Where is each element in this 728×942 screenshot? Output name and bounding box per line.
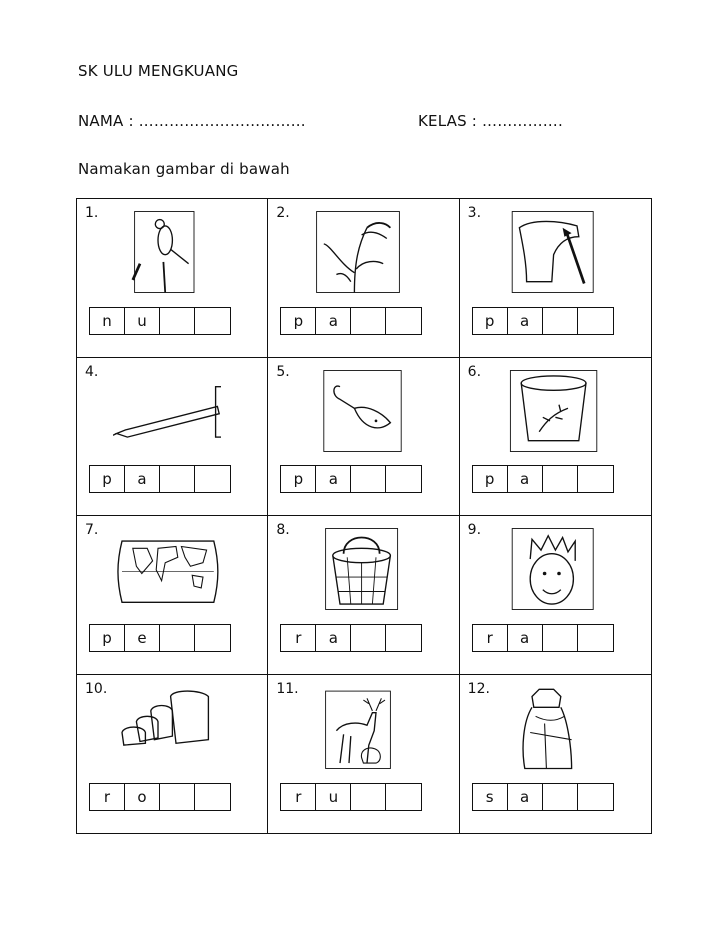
blank-letter-box[interactable]: [578, 625, 613, 651]
thigh-icon: [496, 205, 604, 299]
letter-box: p: [473, 308, 508, 334]
blank-letter-box[interactable]: [160, 784, 195, 810]
deer-icon: [304, 681, 412, 775]
worksheet-grid: [76, 198, 652, 834]
exercise-cell: [77, 199, 268, 358]
item-number: 8.: [276, 522, 290, 538]
instruction: Namakan gambar di bawah: [78, 160, 290, 178]
item-number: 10.: [85, 680, 108, 697]
letter-boxes: [472, 465, 614, 493]
item-number: 5.: [276, 363, 290, 380]
letter-box: u: [125, 308, 160, 334]
exercise-cell: [268, 199, 459, 358]
blank-letter-box[interactable]: [160, 308, 195, 334]
blank-letter-box[interactable]: [543, 625, 578, 651]
bird-icon: [113, 205, 221, 299]
item-number: 9.: [467, 522, 482, 538]
letter-box: p: [281, 308, 316, 334]
blank-letter-box[interactable]: [543, 466, 578, 492]
letter-box: a: [316, 625, 351, 651]
blank-letter-box[interactable]: [578, 784, 613, 810]
class-field[interactable]: KELAS : …………….: [418, 112, 563, 130]
letter-boxes: [89, 783, 231, 811]
exercise-cell: [268, 358, 459, 517]
blank-letter-box[interactable]: [195, 625, 230, 651]
letter-box: p: [473, 466, 508, 492]
item-number: 6.: [467, 363, 482, 380]
sarong-icon: [496, 681, 604, 775]
letter-boxes: [89, 307, 231, 335]
item-number: 7.: [85, 522, 99, 538]
stingray-icon: [304, 364, 412, 458]
letter-box: p: [90, 625, 125, 651]
exercise-cell: [460, 199, 651, 358]
exercise-cell: [77, 675, 268, 834]
blank-letter-box[interactable]: [386, 308, 421, 334]
basket-icon: [304, 522, 412, 616]
letter-box: a: [508, 466, 543, 492]
letter-boxes: [472, 307, 614, 335]
exercise-cell: [460, 358, 651, 517]
blank-letter-box[interactable]: [195, 308, 230, 334]
name-field[interactable]: NAMA : ……………………………: [78, 112, 306, 130]
exercise-cell: [268, 675, 459, 834]
bread-icon: [113, 681, 221, 775]
letter-box: s: [473, 784, 508, 810]
blank-letter-box[interactable]: [351, 308, 386, 334]
item-number: 4.: [85, 363, 99, 380]
school-name: SK ULU MENGKUANG: [78, 62, 239, 80]
letter-box: r: [473, 625, 508, 651]
letter-box: a: [316, 466, 351, 492]
blank-letter-box[interactable]: [195, 784, 230, 810]
exercise-cell: [268, 516, 459, 675]
letter-box: u: [316, 784, 351, 810]
letter-box: a: [508, 308, 543, 334]
letter-boxes: [89, 465, 231, 493]
blank-letter-box[interactable]: [351, 784, 386, 810]
letter-boxes: [472, 783, 614, 811]
exercise-cell: [460, 675, 651, 834]
letter-box: a: [125, 466, 160, 492]
letter-box: a: [508, 625, 543, 651]
blank-letter-box[interactable]: [386, 625, 421, 651]
blank-letter-box[interactable]: [386, 784, 421, 810]
letter-boxes: [280, 624, 422, 652]
blank-letter-box[interactable]: [160, 625, 195, 651]
letter-box: e: [125, 625, 160, 651]
blank-letter-box[interactable]: [543, 784, 578, 810]
nail-icon: [113, 364, 221, 458]
king-icon: [496, 522, 604, 616]
letter-box: n: [90, 308, 125, 334]
blank-letter-box[interactable]: [578, 466, 613, 492]
letter-boxes: [89, 624, 231, 652]
blank-letter-box[interactable]: [543, 308, 578, 334]
letter-box: r: [281, 625, 316, 651]
exercise-cell: [77, 358, 268, 517]
blank-letter-box[interactable]: [195, 466, 230, 492]
letter-boxes: [472, 624, 614, 652]
letter-boxes: [280, 307, 422, 335]
blank-letter-box[interactable]: [386, 466, 421, 492]
letter-box: p: [90, 466, 125, 492]
exercise-cell: [77, 516, 268, 675]
letter-box: r: [90, 784, 125, 810]
blank-letter-box[interactable]: [578, 308, 613, 334]
item-number: 1.: [85, 205, 99, 221]
item-number: 12.: [467, 680, 490, 697]
letter-box: a: [316, 308, 351, 334]
item-number: 11.: [276, 680, 299, 697]
rice-plant-icon: [304, 205, 412, 299]
letter-boxes: [280, 783, 422, 811]
blank-letter-box[interactable]: [160, 466, 195, 492]
item-number: 2.: [276, 205, 290, 221]
blank-letter-box[interactable]: [351, 466, 386, 492]
flower-pot-icon: [496, 364, 604, 458]
letter-boxes: [280, 465, 422, 493]
exercise-cell: [460, 516, 651, 675]
letter-box: a: [508, 784, 543, 810]
world-map-icon: [113, 522, 221, 616]
letter-box: p: [281, 466, 316, 492]
letter-box: o: [125, 784, 160, 810]
letter-box: r: [281, 784, 316, 810]
item-number: 3.: [467, 205, 482, 221]
blank-letter-box[interactable]: [351, 625, 386, 651]
